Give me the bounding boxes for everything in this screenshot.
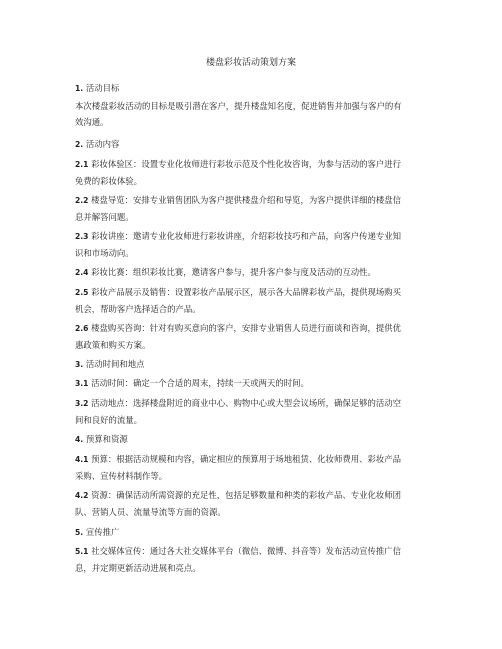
section-heading-4: 4. 预算和资源 [75,434,128,444]
section-heading-3: 3. 活动时间和地点 [75,359,145,369]
document-title: 楼盘彩妆活动策划方案 [205,58,296,68]
item-3-2: 3.2 活动地点：选择楼盘附近的商业中心、购物中心或大型会议场所，确保足够的活动空 间和良好的流量。 [75,398,401,425]
item-2-4: 2.4 彩妆比赛：组织彩妆比赛，邀请客户参与，提升客户参与度及活动的互动性。 [75,267,376,277]
item-2-3: 2.3 彩妆讲座：邀请专业化妆师进行彩妆讲座，介绍彩妆技巧和产品，向客户传递专业知 识和市场动向。 [75,231,401,258]
item-4-1: 4.1 预算：根据活动规模和内容，确定相应的预算用于场地租赁、化妆师费用、彩妆产品 采购、宣传材料制作等。 [75,454,401,481]
item-3-1: 3.1 活动时间：确定一个合适的周末，持续一天或两天的时间。 [75,378,309,388]
item-5-1: 5.1 社交媒体宣传：通过各大社交媒体平台（微信、微博、抖音等）发布活动宣传推广信 息，并定期更新活动进展和亮点。 [75,546,401,573]
item-2-2: 2.2 楼盘导览：安排专业销售团队为客户提供楼盘介绍和导览，为客户提供详细的楼盘信 息并解答问题。 [75,195,401,222]
section-heading-1: 1. 活动目标 [75,83,120,93]
section-heading-5: 5. 宣传推广 [75,527,120,537]
item-2-6: 2.6 楼盘购买咨询：针对有购买意向的客户，安排专业销售人员进行面谈和咨询，提供优 惠政策和购买方案。 [75,323,401,350]
item-2-1: 2.1 彩妆体验区：设置专业化妆师进行彩妆示范及个性化妆咨询，为参与活动的客户进行 免费的彩妆体验。 [75,159,401,186]
section-heading-2: 2. 活动内容 [75,139,120,149]
item-4-2: 4.2 资源：确保活动所需资源的充足性，包括足够数量和种类的彩妆产品、专业化妆师团 队、营销人员、流量导流等方面的资源。 [75,490,401,517]
item-2-5: 2.5 彩妆产品展示及销售：设置彩妆产品展示区，展示各大品牌彩妆产品，提供现场购买 机会，帮助客户选择适合的产品。 [75,287,401,314]
paragraph-intro: 本次楼盘彩妆活动的目标是吸引潜在客户，提升楼盘知名度，促进销售并加强与客户的有 效沟通。 [75,101,402,127]
